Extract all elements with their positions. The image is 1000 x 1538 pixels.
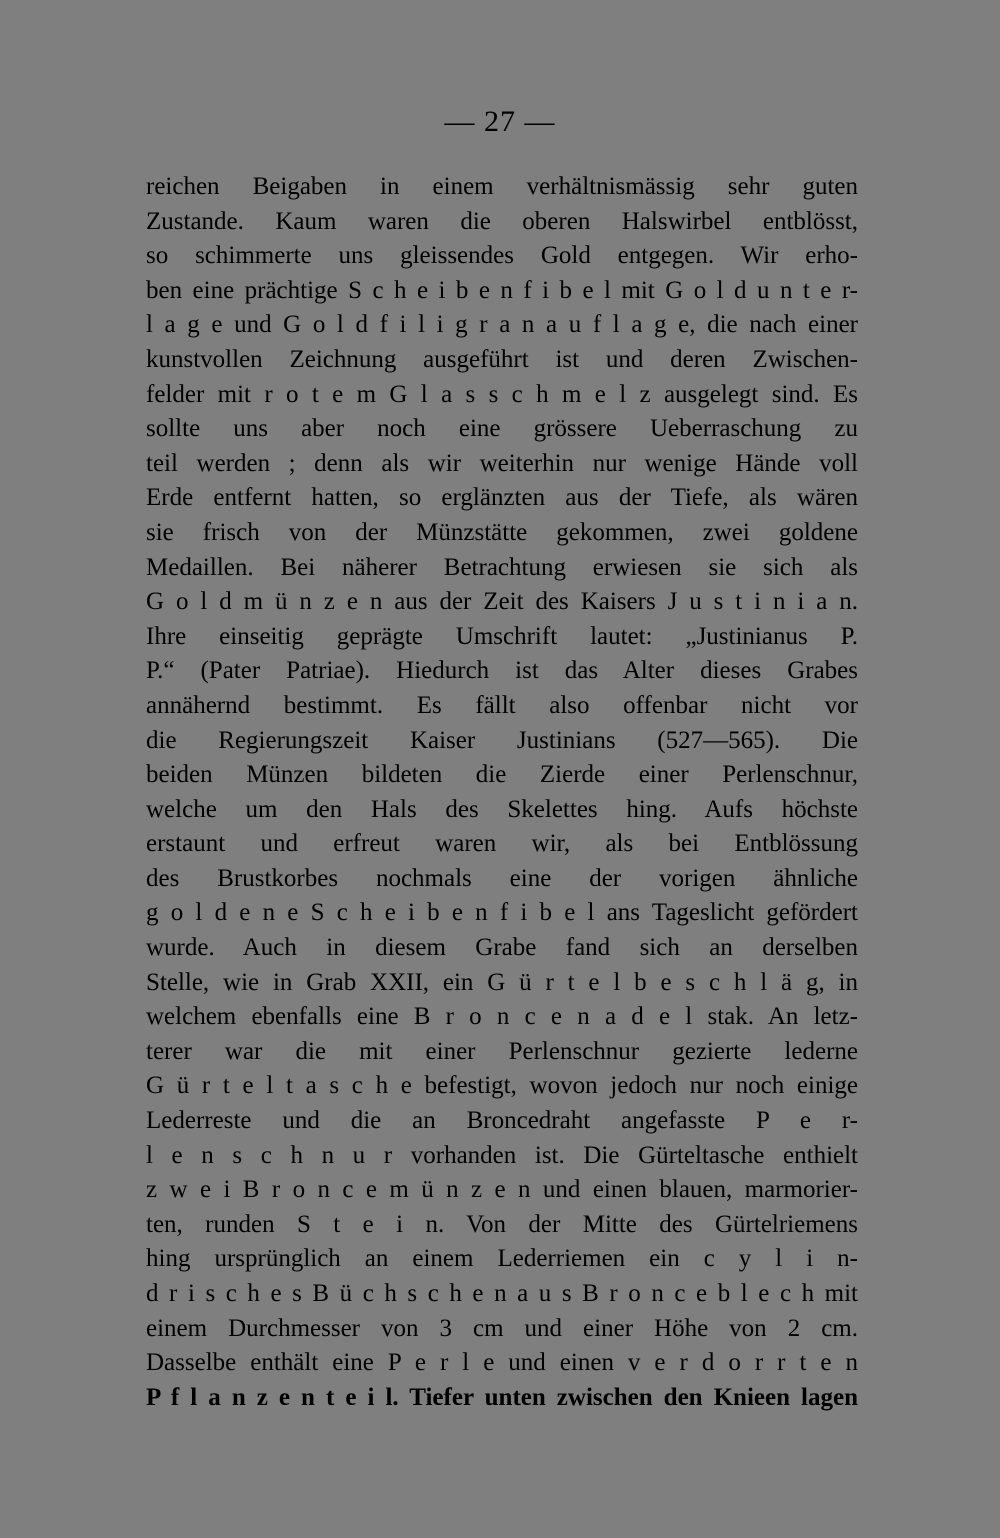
text-line: Ihre einseitig geprägte Umschrift lautet: „Justinianus P. bbox=[146, 622, 858, 650]
text-line: l a g e und G o l d f i l i g r a n a u f l a g e, die nach einer bbox=[146, 311, 858, 339]
text-line: Dasselbe enthält eine P e r l e und einen v e r d o r r t e n bbox=[146, 1349, 858, 1377]
text-line: teil werden ; denn als wir weiterhin nur wenige Hände voll bbox=[146, 449, 858, 477]
text-line: z w e i B r o n c e m ü n z e n und einen blauen, marmorier- bbox=[146, 1176, 858, 1204]
text-line: kunstvollen Zeichnung ausgeführt ist und deren Zwischen- bbox=[146, 345, 858, 373]
text-line: Lederreste und die an Broncedraht angefasste P e r- bbox=[146, 1107, 858, 1135]
text-line: wurde. Auch in diesem Grabe fand sich an derselben bbox=[146, 934, 858, 962]
text-line: sie frisch von der Münzstätte gekommen, zwei goldene bbox=[146, 518, 858, 546]
text-line: Medaillen. Bei näherer Betrachtung erwiesen sie sich als bbox=[146, 553, 858, 581]
text-line: l e n s c h n u r vorhanden ist. Die Gürteltasche enthielt bbox=[146, 1141, 858, 1169]
text-line: G o l d m ü n z e n aus der Zeit des Kaisers J u s t i n i a n. bbox=[146, 588, 858, 616]
text-line: erstaunt und erfreut waren wir, als bei Entblössung bbox=[146, 830, 858, 858]
text-line: einem Durchmesser von 3 cm und einer Höhe von 2 cm. bbox=[146, 1314, 858, 1342]
text-line: hing ursprünglich an einem Lederriemen ein c y l i n- bbox=[146, 1245, 858, 1273]
text-line: ten, runden S t e i n. Von der Mitte des Gürtelriemens bbox=[146, 1210, 858, 1238]
text-line: Erde entfernt hatten, so erglänzten aus der Tiefe, als wären bbox=[146, 484, 858, 512]
text-line: P.“ (Pater Patriae). Hiedurch ist das Alter dieses Grabes bbox=[146, 657, 858, 685]
text-line: ben eine prächtige S c h e i b e n f i b e l mit G o l d u n t e r- bbox=[146, 276, 858, 304]
text-line: felder mit r o t e m G l a s s c h m e l z ausgelegt sind. Es bbox=[146, 380, 858, 408]
text-line: welchem ebenfalls eine B r o n c e n a d e l stak. An letz- bbox=[146, 1003, 858, 1031]
body-text bbox=[146, 170, 858, 1415]
text-line: Zustande. Kaum waren die oberen Halswirbel entblösst, bbox=[146, 207, 858, 235]
text-line: welche um den Hals des Skelettes hing. Aufs höchste bbox=[146, 795, 858, 823]
page-number: — 27 — bbox=[444, 105, 556, 138]
text-line: terer war die mit einer Perlenschnur gezierte lederne bbox=[146, 1037, 858, 1065]
text-line: Stelle, wie in Grab XXII, ein G ü r t e l b e s c h l ä g, in bbox=[146, 968, 858, 996]
text-line: G ü r t e l t a s c h e befestigt, wovon jedoch nur noch einige bbox=[146, 1072, 858, 1100]
text-line: des Brustkorbes nochmals eine der vorigen ähnliche bbox=[146, 864, 858, 892]
text-line: die Regierungszeit Kaiser Justinians (527—565). Die bbox=[146, 726, 858, 754]
text-line: annähernd bestimmt. Es fällt also offenbar nicht vor bbox=[146, 691, 858, 719]
text-line: reichen Beigaben in einem verhältnismässig sehr guten bbox=[146, 173, 858, 200]
text-line: sollte uns aber noch eine grössere Ueberraschung zu bbox=[146, 415, 858, 443]
text-line: g o l d e n e S c h e i b e n f i b e l ans Tageslicht gefördert bbox=[146, 899, 858, 927]
text-line: d r i s c h e s B ü c h s c h e n a u s B r o n c e b l e c h mit bbox=[146, 1280, 858, 1307]
text-line: beiden Münzen bildeten die Zierde einer Perlenschnur, bbox=[146, 761, 858, 789]
text-line: P f l a n z e n t e i l. Tiefer unten zwischen den Knieen lagen bbox=[146, 1383, 858, 1411]
text-line: so schimmerte uns gleissendes Gold entgegen. Wir erho- bbox=[146, 242, 858, 270]
